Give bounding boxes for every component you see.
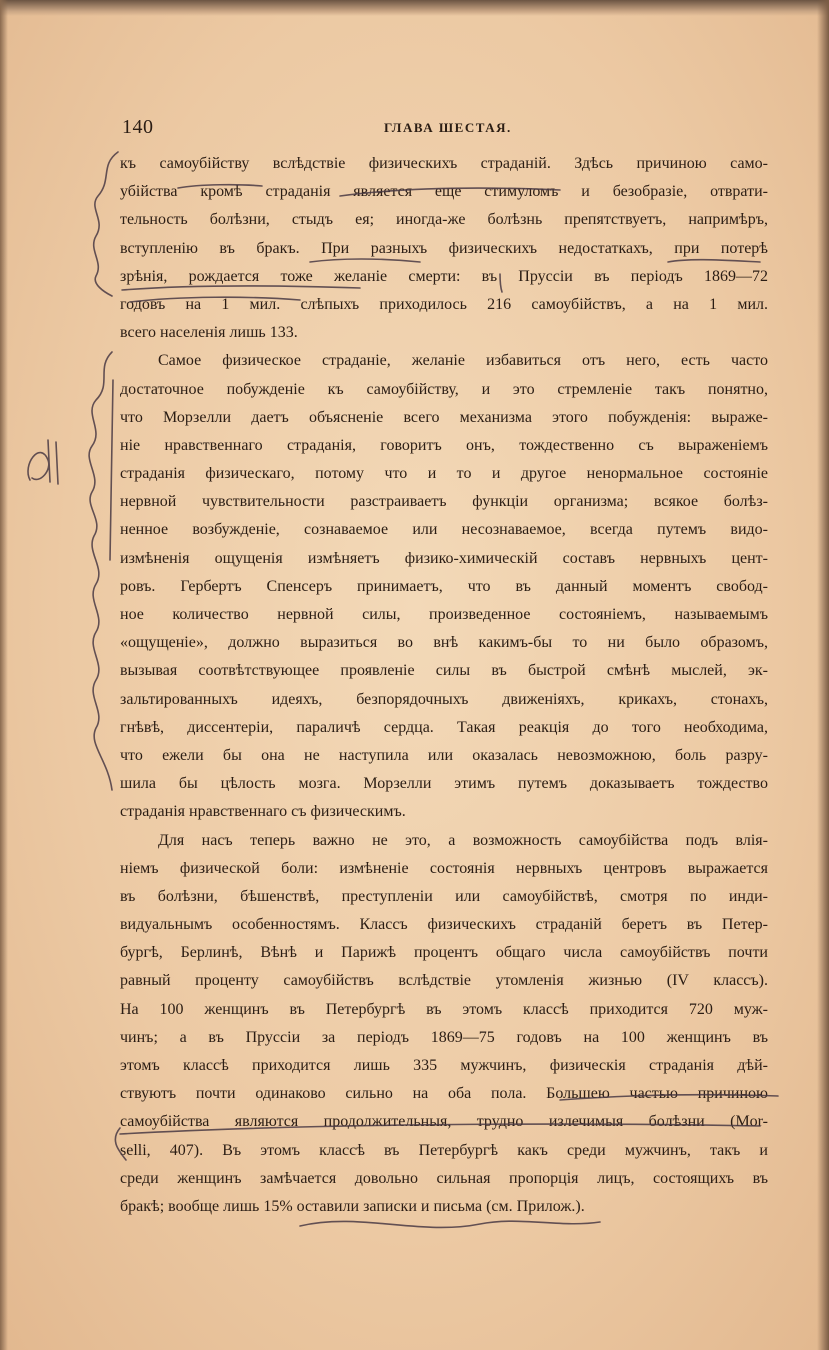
text-line: страданія нравственнаго съ физическимъ. [120,803,406,821]
margin-initial-mark [28,440,58,484]
text-line: нервной чувствительности разстраиваетъ функціи организма; всякое болѣз- [120,493,768,511]
paragraph-3 [120,832,768,1227]
text-line: годовъ на 1 мил. слѣпыхъ приходилось 216 самоубійствъ, а на 1 мил. [120,295,768,313]
page-right-edge [817,0,829,1350]
text-line: страданія физическаго, потому что и то и другое ненормальное состояніе [120,465,768,483]
page-left-edge [0,0,8,1350]
running-head: ГЛАВА ШЕСТАЯ. [384,120,512,135]
margin-wavy-bracket-middle [89,352,112,790]
text-line: шила бы цѣлость мозга. Морзелли этимъ путемъ доказываетъ тождество [120,775,768,793]
text-line: «ощущеніе», должно выразиться во внѣ какимъ-бы то ни было образомъ, [120,634,768,652]
text-line: къ самоубійству вслѣдствіе физическихъ страданій. Здѣсь причиною само- [120,155,768,172]
text-line: всего населенія лишь 133. [120,324,298,342]
text-line: вызывая соотвѣтствующее проявленіе силы въ быстрой смѣнѣ мыслей, эк- [120,662,768,680]
margin-wavy-bracket-top [94,152,118,296]
text-line: видуальнымъ особенностямъ. Классъ физическихъ страданій беретъ въ Петер- [120,916,768,934]
text-line: въ болѣзни, бѣшенствѣ, преступленіи или самоубійствѣ, смотря по инди- [120,887,768,905]
text-line: selli, 407). Въ этомъ классѣ въ Петербургѣ какъ среди мужчинъ, такъ и [120,1141,768,1159]
text-line: достаточное побужденіе къ самоубійству, и это стремленіе такъ понятно, [120,380,768,398]
text-line: ное количество нервной силы, произведенное состояніемъ, называемымъ [120,606,768,623]
text-line: этомъ классѣ приходится лишь 335 мужчинъ, физическія страданія дѣй- [120,1057,768,1074]
text-line: самоубійства являются продолжительныя, трудно излечимыя болѣзни (Mor- [120,1113,768,1131]
text-line: что Морзелли даетъ объясненіе всего механизма этого побужденія: выраже- [120,408,768,426]
text-line: зрѣнія, рождается тоже желаніе смерти: въ Пруссіи въ періодъ 1869—72 [120,267,768,285]
text-line: ненное возбужденіе, сознаваемое или несознаваемое, всегда путемъ видо- [120,521,768,539]
text-line: ствуютъ почти одинаково сильно на оба пола. Большею частью причиною [120,1085,768,1103]
text-line: что ежели бы она не наступила или оказалась невозможною, боль разру- [120,746,768,764]
text-line: чинъ; а въ Пруссіи за періодъ 1869—75 годовъ на 100 женщинъ въ [120,1028,768,1046]
text-line: ніемъ физической боли: измѣненіе состоянія нервныхъ центровъ выражается [120,859,768,877]
text-line: ніе нравственнаго страданія, говоритъ онъ, тождественно съ выраженіемъ [120,436,768,454]
paragraph-2 [120,352,768,831]
text-line: среди женщинъ замѣчается довольно сильная пропорція лицъ, состоящихъ въ [120,1169,768,1187]
text-line: тельность болѣзни, стыдъ ея; иногда-же болѣзнь препятствуетъ, напримѣръ, [120,211,768,229]
page-text [120,155,768,1226]
page-number: 140 [122,116,154,138]
paragraph-1 [120,155,768,352]
text-line: Для насъ теперь важно не это, а возможность самоубійства подъ влія- [158,831,768,849]
text-line: вступленію въ бракъ. При разныхъ физическихъ недостаткахъ, при потерѣ [120,239,768,257]
text-line: зальтированныхъ идеяхъ, безпорядочныхъ движеніяхъ, крикахъ, стонахъ, [120,690,768,708]
text-line: На 100 женщинъ въ Петербургѣ въ этомъ классѣ приходится 720 муж- [120,1000,768,1018]
margin-vertical-line [110,380,113,560]
text-line: гнѣвѣ, диссентеріи, параличѣ сердца. Такая реакція до того необходима, [120,718,768,736]
page-top-edge [0,0,829,16]
text-line: измѣненія ощущенія измѣняетъ физико-химическій составъ нервныхъ цент- [120,549,768,567]
text-line: убійства кромѣ страданія является еще стимуломъ и безобразіе, отврати- [120,183,768,201]
text-line: равный проценту самоубійствъ вслѣдствіе утомленія жизнью (IV классъ). [120,972,768,990]
text-line: бургѣ, Берлинѣ, Вѣнѣ и Парижѣ процентъ общаго числа самоубійствъ почти [120,944,768,962]
text-line: Самое физическое страданіе, желаніе избавиться отъ него, есть часто [158,352,768,370]
text-line: ровъ. Гербертъ Спенсеръ принимаетъ, что въ данный моментъ свобод- [120,577,768,595]
text-line: бракѣ; вообще лишь 15% оставили записки и письма (см. Прилож.). [120,1197,585,1215]
